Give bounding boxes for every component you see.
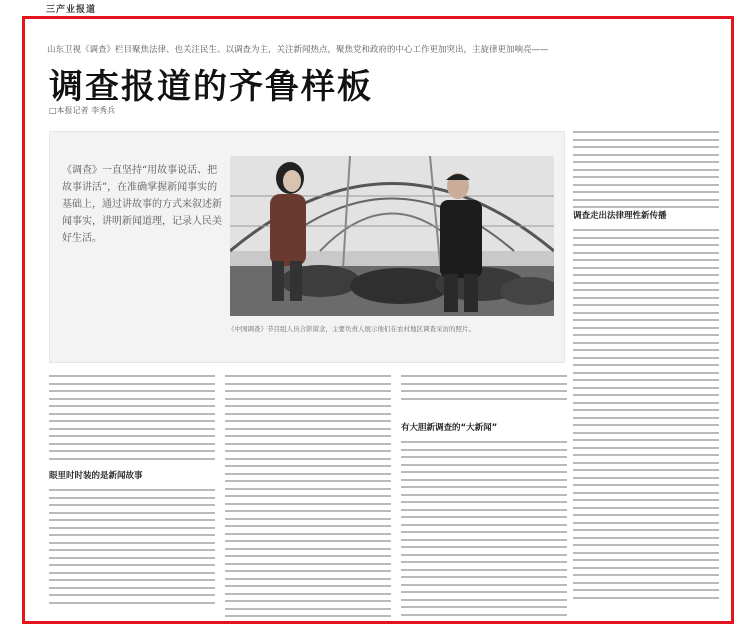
right-column-top xyxy=(573,131,719,214)
right-column-body xyxy=(573,229,719,604)
greenhouse-photo-image xyxy=(230,156,554,316)
article-lead: 山东卫视《调查》栏目聚焦法律、也关注民生、以调查为主，关注新闻热点，聚焦党和政府的中心工作更加突出，主旋律更加响亮—— xyxy=(47,45,549,55)
photo-caption: 《中国调查》节目组人员合影留念，主要负责人展示他们在农村地区调查采访的照片。 xyxy=(228,325,475,333)
column-1-top xyxy=(49,375,215,465)
pull-quote xyxy=(62,162,222,247)
greenhouse-photo xyxy=(230,156,554,316)
column-2 xyxy=(225,375,391,624)
column-3-top xyxy=(401,375,567,405)
article-headline: 调查报道的齐鲁样板 xyxy=(49,67,373,107)
pull-quote-text: 《调查》一直坚持“用故事说话、把故事讲活”，在准确掌握新闻事实的基础上，通过讲故事的方式来叙述新闻事实，讲明新闻道理，记录人民美好生活。 xyxy=(62,165,222,244)
photo-panel xyxy=(49,131,565,363)
top-strip xyxy=(0,0,750,16)
subhead-2: 有大胆新调查的“大新闻” xyxy=(401,423,498,433)
column-3-body xyxy=(401,441,567,621)
article-byline: □本报记者 李秀兵 xyxy=(49,106,116,115)
subhead-3: 调查走出法律理性新传播 xyxy=(573,211,667,221)
article-frame xyxy=(22,16,734,624)
column-1-body xyxy=(49,489,215,609)
subhead-1: 眼里时时装的是新闻故事 xyxy=(49,471,143,481)
section-tag: 三产业报道 xyxy=(46,2,96,18)
